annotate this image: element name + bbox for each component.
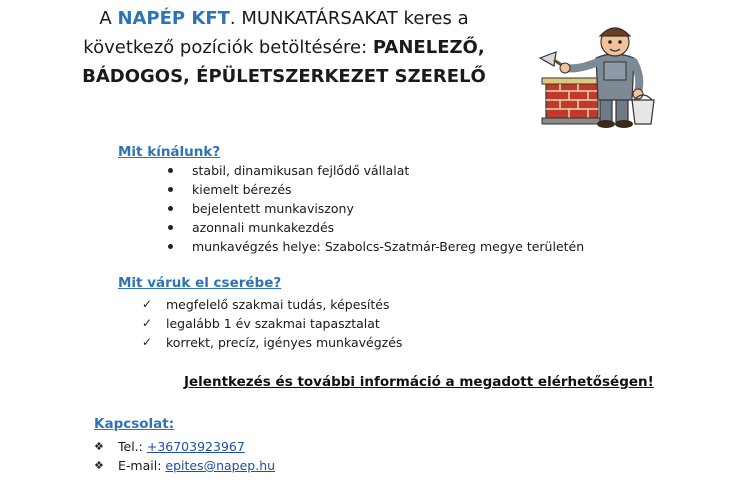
check-icon: ✓: [142, 316, 153, 330]
bullet-icon: [168, 206, 173, 211]
list-item: [142, 295, 402, 314]
contact-phone-row: [94, 437, 275, 456]
header-line-3: [64, 62, 504, 91]
list-item: [168, 161, 584, 180]
list-item: [168, 218, 584, 237]
list-item: [168, 180, 584, 199]
position-list: BÁDOGOS, ÉPÜLETSZERKEZET SZERELŐ: [82, 66, 486, 87]
header-line2-lead: következő pozíciók betöltésére:: [83, 37, 373, 58]
check-icon: ✓: [142, 335, 153, 349]
offer-section-title: Mit kínálunk?: [118, 144, 221, 160]
position-panelezo: PANELEZŐ,: [372, 37, 485, 58]
bullet-icon: [168, 225, 173, 230]
list-item: [142, 333, 402, 352]
header-line-1: [64, 4, 504, 33]
offer-item-text: munkavégzés helye: Szabolcs-Szatmár-Bereg megye területén: [192, 239, 585, 254]
expect-section-title: Mit váruk el cserébe?: [118, 275, 282, 291]
offer-item-text: kiemelt bérezés: [192, 182, 292, 197]
expect-item-text: megfelelő szakmai tudás, képesítés: [166, 297, 390, 312]
email-label: E-mail:: [118, 458, 166, 473]
offer-item-text: stabil, dinamikusan fejlődő vállalat: [192, 163, 410, 178]
header-prefix: A: [99, 8, 118, 29]
list-item: [168, 237, 584, 256]
offer-list: [168, 161, 584, 256]
offer-item-text: bejelentett munkaviszony: [192, 201, 354, 216]
contact-list: [94, 437, 275, 475]
bullet-icon: [168, 244, 173, 249]
phone-label: Tel.:: [118, 439, 147, 454]
bullet-icon: [168, 168, 173, 173]
list-item: [142, 314, 402, 333]
job-ad-header: [64, 4, 504, 91]
contact-section-title: Kapcsolat:: [94, 416, 175, 432]
phone-link[interactable]: +36703923967: [146, 439, 245, 454]
apply-call-to-action: Jelentkezés és további információ a megadott elérhetőségen!: [184, 374, 654, 390]
bullet-icon: [168, 187, 173, 192]
expect-list: [142, 295, 402, 352]
header-line1-rest: . MUNKATÁRSAKAT keres a: [229, 8, 469, 29]
diamond-bullet-icon: ❖: [94, 459, 104, 472]
company-name: NAPÉP KFT: [117, 8, 230, 29]
expect-item-text: korrekt, precíz, igényes munkavégzés: [166, 335, 403, 350]
list-item: [168, 199, 584, 218]
email-link[interactable]: epites@napep.hu: [165, 458, 276, 473]
expect-item-text: legalább 1 év szakmai tapasztalat: [166, 316, 380, 331]
diamond-bullet-icon: ❖: [94, 440, 104, 453]
contact-email-row: [94, 456, 275, 475]
check-icon: ✓: [142, 297, 153, 311]
header-line-2: [64, 33, 504, 62]
construction-worker-illustration: [538, 12, 658, 130]
offer-item-text: azonnali munkakezdés: [192, 220, 335, 235]
